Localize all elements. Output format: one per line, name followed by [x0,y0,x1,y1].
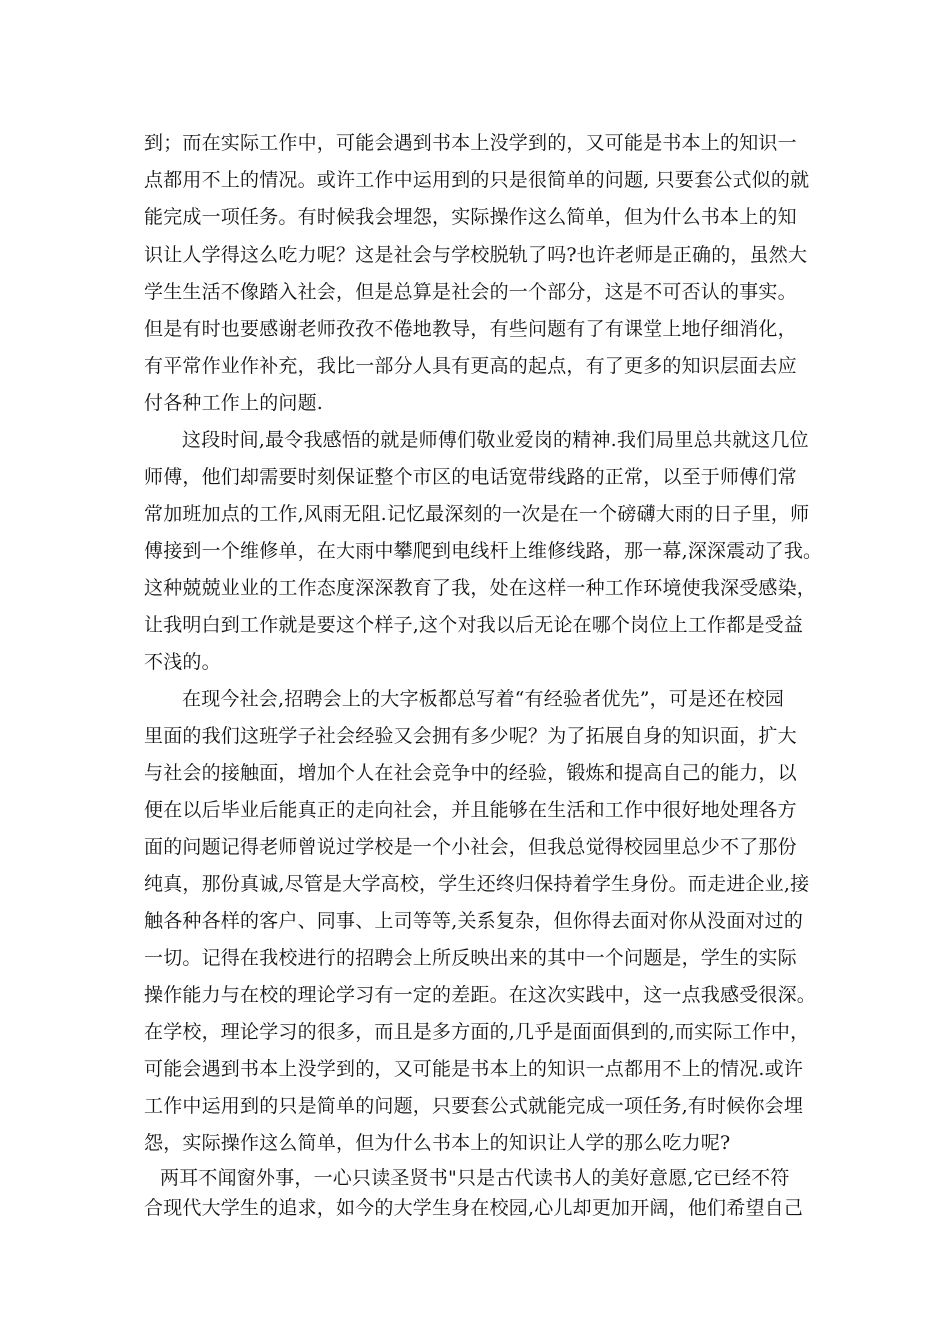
text-line: 常加班加点的工作,风雨无阻.记忆最深刻的一次是在一个磅礴大雨的日子里，师 [144,503,810,525]
text-line: 操作能力与在校的理论学习有一定的差距。在这次实践中，这一点我感受很深。 [144,984,817,1006]
text-line: 面的问题记得老师曾说过学校是一个小社会，但我总觉得校园里总少不了那份 [144,836,797,858]
text-line: 怨，实际操作这么简单，但为什么书本上的知识让人学的那么吃力呢? [144,1132,731,1154]
text-line: 学生生活不像踏入社会，但是总算是社会的一个部分，这是不可否认的事实。 [144,281,797,303]
text-line: 在学校，理论学习的很多，而且是多方面的,几乎是面面俱到的,而实际工作中， [144,1021,810,1043]
text-line: 里面的我们这班学子社会经验又会拥有多少呢？为了拓展自身的知识面，扩大 [144,725,797,747]
text-line: 可能会遇到书本上没学到的，又可能是书本上的知识一点都用不上的情况.或许 [144,1058,804,1080]
text-line: 两耳不闻窗外事，一心只读圣贤书"只是古代读书人的美好意愿,它已经不符 [160,1167,790,1189]
text-line: 触各种各样的客户、同事、上司等等,关系复杂，但你得去面对你从没面对过的 [144,910,804,932]
text-line: 但是有时也要感谢老师孜孜不倦地教导，有些问题有了有课堂上地仔细消化， [144,318,797,340]
text-line: 与社会的接触面，增加个人在社会竞争中的经验，锻炼和提高自己的能力，以 [144,762,797,784]
text-line: 有平常作业作补充，我比一部分人具有更高的起点，有了更多的知识层面去应 [144,355,797,377]
text-line: 点都用不上的情况。或许工作中运用到的只是很简单的问题, 只要套公式似的就 [144,169,810,191]
text-line: 合现代大学生的追求，如今的大学生身在校园,心儿却更加开阔，他们希望自己 [144,1197,804,1219]
text-line: 师傅，他们却需要时刻保证整个市区的电话宽带线路的正常，以至于师傅们常 [144,466,797,488]
text-line: 这段时间,最令我感悟的就是师傅们敬业爱岗的精神.我们局里总共就这几位 [182,429,809,451]
text-line: 付各种工作上的问题. [144,392,324,414]
text-line: 到；而在实际工作中，可能会遇到书本上没学到的，又可能是书本上的知识一 [144,132,797,154]
text-line: 这种兢兢业业的工作态度深深教育了我，处在这样一种工作环境使我深受感染， [144,577,817,599]
text-line: 工作中运用到的只是简单的问题，只要套公式就能完成一项任务,有时候你会埋 [144,1095,804,1117]
text-line: 在现今社会,招聘会上的大字板都总写着“有经验者优先”，可是还在校园 [182,688,785,710]
text-line: 一切。记得在我校进行的招聘会上所反映出来的其中一个问题是，学生的实际 [144,947,797,969]
text-line: 不浅的。 [144,651,221,673]
text-line: 让我明白到工作就是要这个样子,这个对我以后无论在哪个岗位上工作都是受益 [144,614,804,636]
text-line: 傅接到一个维修单，在大雨中攀爬到电线杆上维修线路，那一幕,深深震动了我。 [144,540,823,562]
text-line: 识让人学得这么吃力呢？这是社会与学校脱轨了吗?也许老师是正确的，虽然大 [144,244,808,266]
text-line: 便在以后毕业后能真正的走向社会，并且能够在生活和工作中很好地处理各方 [144,799,797,821]
text-line: 纯真，那份真诚,尽管是大学高校，学生还终归保持着学生身份。而走进企业,接 [144,873,810,895]
text-line: 能完成一项任务。有时候我会埋怨，实际操作这么简单，但为什么书本上的知 [144,206,797,228]
